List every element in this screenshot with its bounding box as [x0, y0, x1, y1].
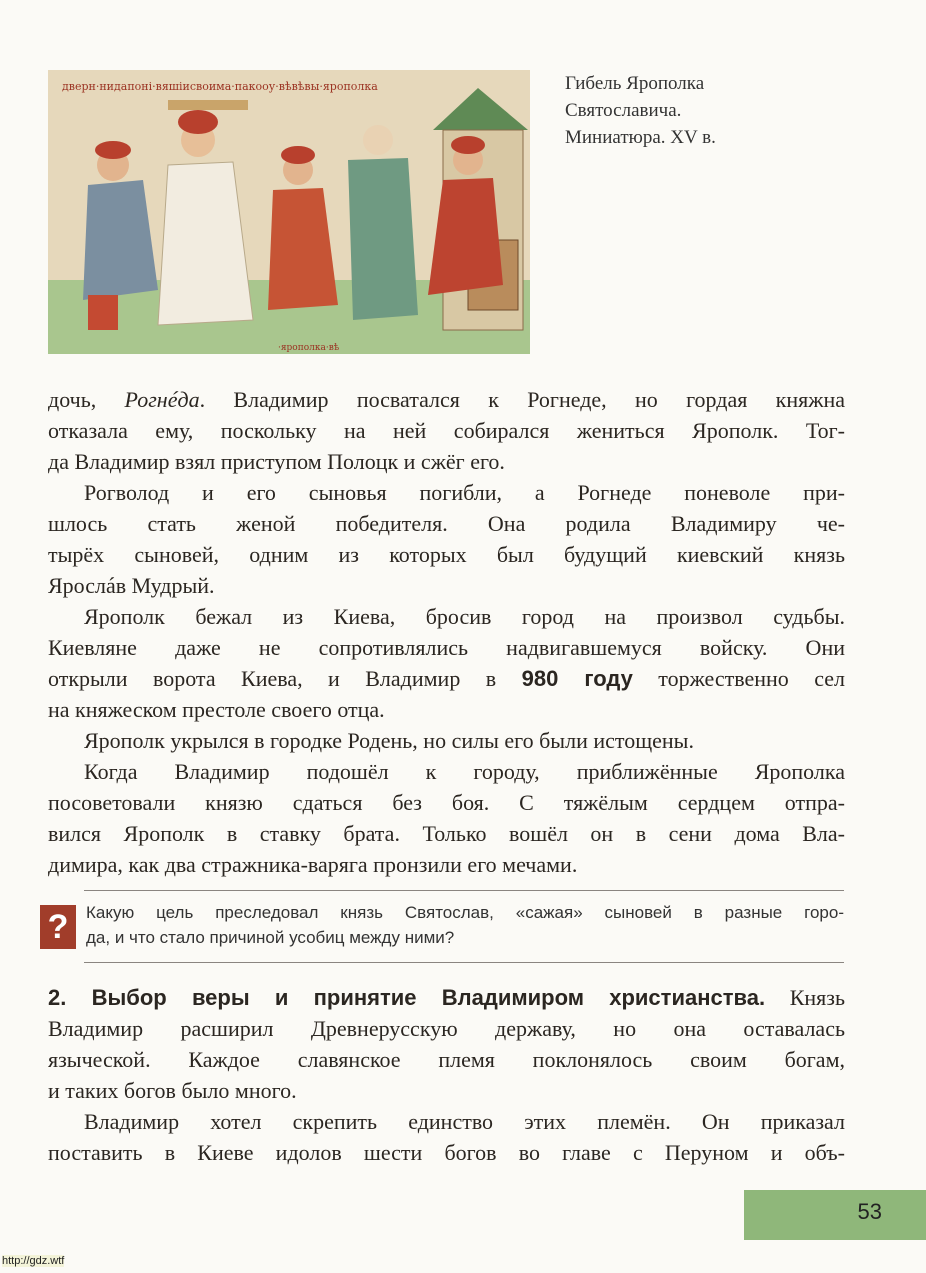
text-line: Владимир хотел скрепить единство этих племён. Он приказал — [84, 1109, 845, 1134]
question-rule-bottom — [84, 962, 844, 963]
text-line: димира, как два стражника-варяга пронзили его мечами. — [48, 852, 578, 877]
caption-line: Миниатюра. XV в. — [565, 127, 716, 148]
text-line — [48, 384, 845, 415]
paragraph-4 — [48, 725, 845, 756]
text-line: языческой. Каждое славянское племя поклонялось своим богам, — [48, 1047, 845, 1072]
inscription-top: дверн·нидапоні·вяшіисвоима·пакооу·вѣвѣвы·ярополка — [62, 80, 378, 93]
illustration-caption — [565, 70, 885, 151]
text-line: Рогволод и его сыновья погибли, а Рогнеде поневоле при- — [84, 480, 845, 505]
review-question — [86, 900, 844, 950]
text-line: Киевляне даже не сопротивлялись надвигавшемуся войску. Они — [48, 635, 845, 660]
page-number: 53 — [857, 1199, 882, 1224]
paragraph-2 — [48, 477, 845, 601]
text-line: шлось стать женой победителя. Она родила Владимиру че- — [48, 511, 845, 536]
section-title: 2. Выбор веры и принятие Владимиром христианства. — [48, 985, 766, 1010]
text-line: Владимир расширил Древнерусскую державу, но она оставалась — [48, 1016, 845, 1041]
text-line: и таких богов было много. — [48, 1078, 297, 1103]
name-rogneda: Рогнéда — [124, 387, 200, 412]
year-980: 980 году — [521, 666, 633, 691]
page-number-tab — [744, 1190, 926, 1240]
section-2 — [48, 982, 845, 1106]
text-line: посоветовали князю сдаться без боя. С тяжёлым сердцем отпра- — [48, 790, 845, 815]
text-line: вился Ярополк в ставку брата. Только вошёл он в сени дома Вла- — [48, 821, 845, 846]
text-line: Ярослáв Мудрый. — [48, 573, 215, 598]
watermark-link[interactable]: http://gdz.wtf — [2, 1255, 65, 1267]
caption-line: Гибель Ярополка — [565, 73, 705, 94]
text-line: на княжеском престоле своего отца. — [48, 697, 385, 722]
paragraph-5 — [48, 756, 845, 880]
question-rule-top — [84, 890, 844, 891]
text-line — [48, 982, 845, 1013]
question-line: Какую цель преследовал князь Святослав, «сажая» сыновей в разные горо- — [86, 903, 844, 922]
text-line: отказала ему, поскольку на ней собирался жениться Ярополк. Тог- — [48, 418, 845, 443]
paragraph-1 — [48, 384, 845, 477]
text-line: да Владимир взял приступом Полоцк и сжёг его. — [48, 449, 505, 474]
text-fragment: дочь, — [48, 387, 125, 412]
paragraph-3 — [48, 601, 845, 725]
text-line: поставить в Киеве идолов шести богов во главе с Перуном и объ- — [48, 1140, 845, 1165]
question-mark-icon: ? — [40, 905, 76, 949]
inscription-bottom: ·ярополка·вѣ — [278, 343, 340, 353]
text-line: Когда Владимир подошёл к городу, приближённые Ярополка — [84, 759, 845, 784]
text-line: Ярополк бежал из Киева, бросив город на произвол судьбы. — [84, 604, 845, 629]
text-line: тырёх сыновей, одним из которых был будущий киевский князь — [48, 542, 845, 567]
question-line: да, и что стало причиной усобиц между ними? — [86, 928, 455, 947]
miniature-painting-icon — [48, 70, 530, 354]
miniature-illustration — [48, 70, 530, 354]
text-fragment: Князь — [765, 985, 845, 1010]
text-line: Ярополк укрылся в городке Родень, но силы его были истощены. — [84, 728, 694, 753]
caption-line: Святославича. — [565, 100, 682, 121]
text-line — [48, 663, 845, 694]
text-fragment: . Владимир посватался к Рогнеде, но гордая княжна — [199, 387, 845, 412]
text-fragment: торжественно сел — [632, 666, 845, 691]
text-fragment: открыли ворота Киева, и Владимир в — [48, 666, 522, 691]
paragraph-6 — [48, 1106, 845, 1168]
